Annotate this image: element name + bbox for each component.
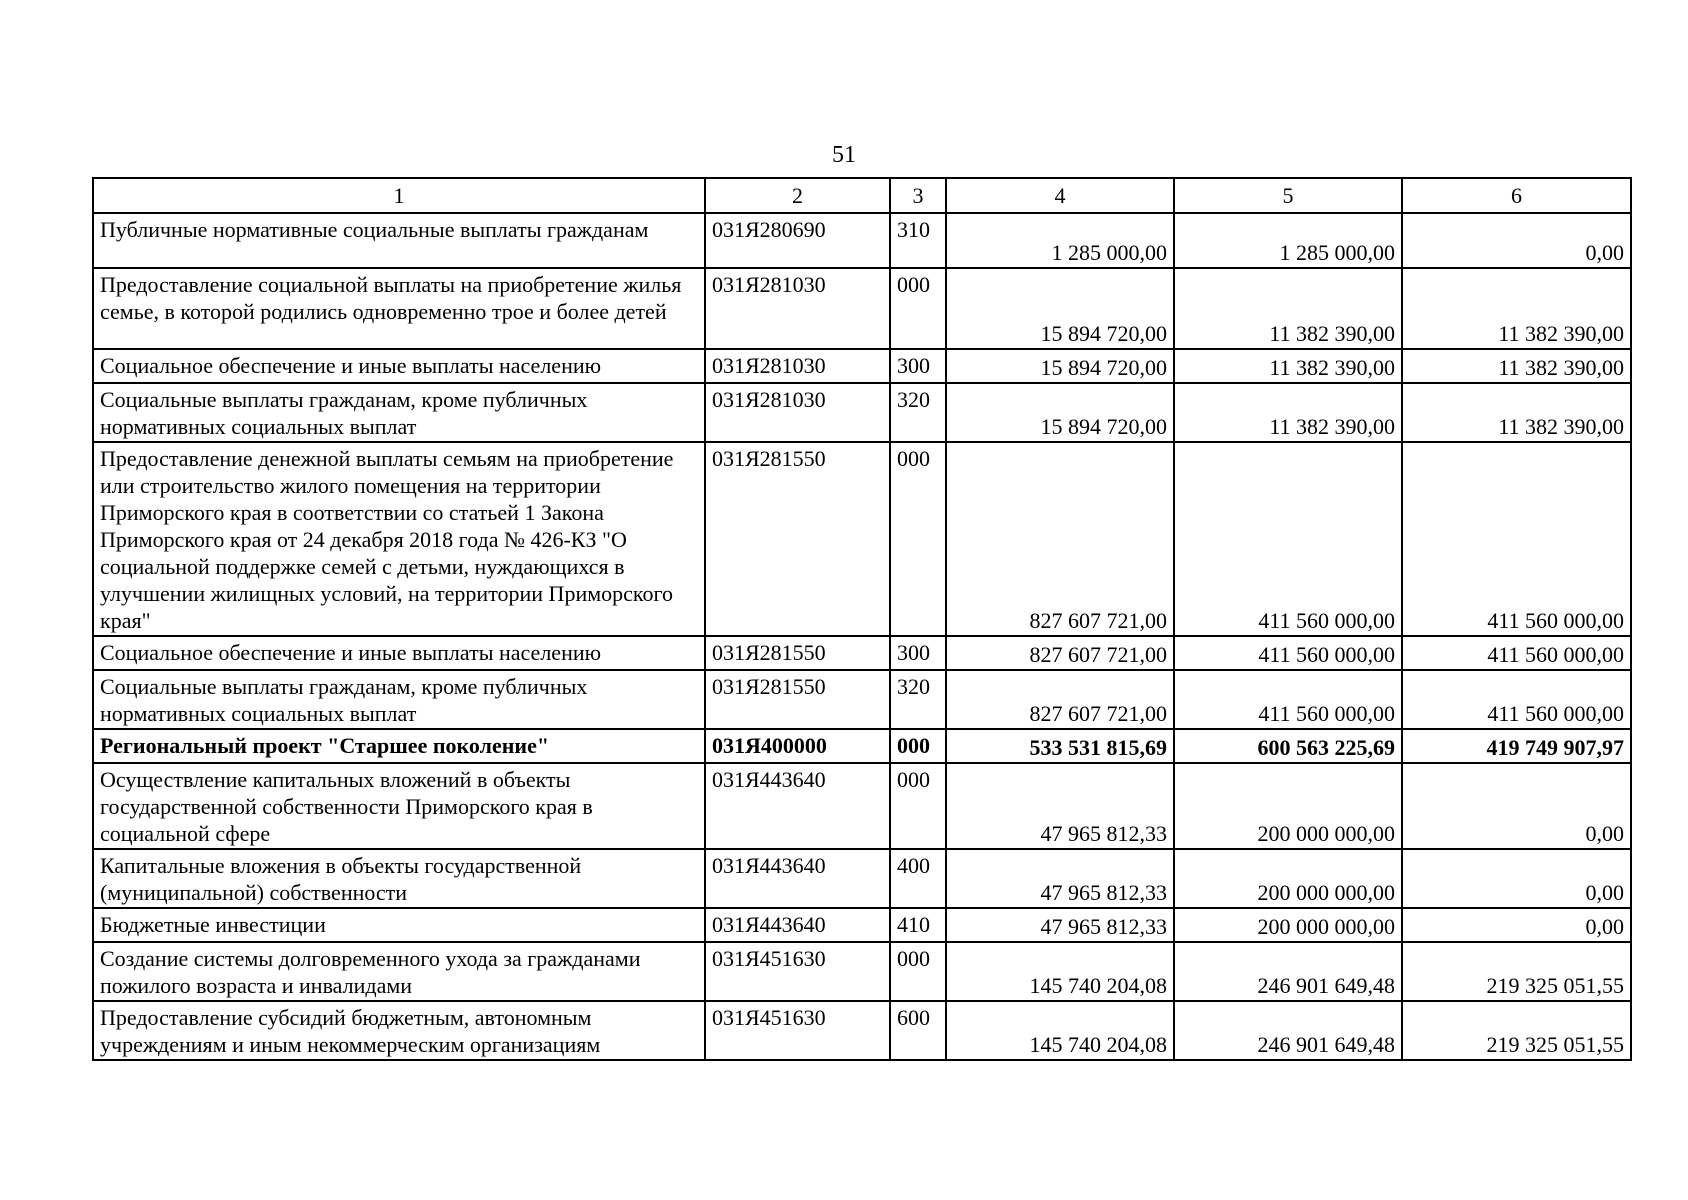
row-name-cell: Социальные выплаты гражданам, кроме публичных нормативных социальных выплат	[93, 383, 705, 442]
row-code-cell: 031Я451630	[705, 942, 890, 1001]
row-name-cell: Публичные нормативные социальные выплаты гражданам	[93, 213, 705, 268]
row-name-cell: Создание системы долговременного ухода за гражданами пожилого возраста и инвалидами	[93, 942, 705, 1001]
column-header: 4	[946, 178, 1174, 213]
row-code-cell: 031Я451630	[705, 1001, 890, 1060]
budget-table-body	[93, 178, 1631, 1060]
column-header: 3	[890, 178, 946, 213]
row-amount-col4-cell: 827 607 721,00	[946, 442, 1174, 636]
table-row	[93, 908, 1631, 942]
row-expense-type-cell: 600	[890, 1001, 946, 1060]
row-code-cell: 031Я443640	[705, 763, 890, 849]
row-name-cell: Предоставление денежной выплаты семьям на приобретение или строительство жилого помещения на территории Приморского края в соответствии со статьей 1 Закона Приморского края от 24 декабря 2018 года № 426-КЗ "О социальной поддержке семей с детьми, нуждающихся в улучшении жилищных условий, на территории Приморского края"	[93, 442, 705, 636]
row-name-cell: Социальные выплаты гражданам, кроме публичных нормативных социальных выплат	[93, 670, 705, 729]
row-amount-col6-cell: 411 560 000,00	[1402, 636, 1631, 670]
row-expense-type-cell: 300	[890, 636, 946, 670]
table-row	[93, 213, 1631, 268]
row-amount-col4-cell: 533 531 815,69	[946, 729, 1174, 763]
table-row	[93, 849, 1631, 908]
row-code-cell: 031Я443640	[705, 849, 890, 908]
row-expense-type-cell: 410	[890, 908, 946, 942]
row-code-cell: 031Я400000	[705, 729, 890, 763]
row-code-cell: 031Я443640	[705, 908, 890, 942]
row-expense-type-cell: 000	[890, 442, 946, 636]
column-header: 2	[705, 178, 890, 213]
row-expense-type-cell: 300	[890, 349, 946, 383]
table-row	[93, 383, 1631, 442]
row-amount-col4-cell: 15 894 720,00	[946, 383, 1174, 442]
row-amount-col6-cell: 411 560 000,00	[1402, 442, 1631, 636]
row-amount-col4-cell: 47 965 812,33	[946, 849, 1174, 908]
row-amount-col5-cell: 246 901 649,48	[1174, 942, 1402, 1001]
row-expense-type-cell: 400	[890, 849, 946, 908]
budget-table	[92, 177, 1632, 1061]
row-expense-type-cell: 320	[890, 670, 946, 729]
row-amount-col5-cell: 200 000 000,00	[1174, 908, 1402, 942]
row-amount-col5-cell: 200 000 000,00	[1174, 763, 1402, 849]
row-amount-col6-cell: 419 749 907,97	[1402, 729, 1631, 763]
row-name-cell: Капитальные вложения в объекты государственной (муниципальной) собственности	[93, 849, 705, 908]
row-expense-type-cell: 000	[890, 729, 946, 763]
row-code-cell: 031Я281030	[705, 268, 890, 349]
row-amount-col4-cell: 15 894 720,00	[946, 349, 1174, 383]
row-amount-col5-cell: 1 285 000,00	[1174, 213, 1402, 268]
row-expense-type-cell: 000	[890, 268, 946, 349]
table-row	[93, 763, 1631, 849]
row-amount-col5-cell: 246 901 649,48	[1174, 1001, 1402, 1060]
table-row	[93, 442, 1631, 636]
row-amount-col4-cell: 827 607 721,00	[946, 670, 1174, 729]
row-name-cell: Социальное обеспечение и иные выплаты населению	[93, 349, 705, 383]
row-expense-type-cell: 320	[890, 383, 946, 442]
row-amount-col4-cell: 47 965 812,33	[946, 908, 1174, 942]
row-amount-col6-cell: 11 382 390,00	[1402, 268, 1631, 349]
row-amount-col5-cell: 411 560 000,00	[1174, 670, 1402, 729]
row-code-cell: 031Я281030	[705, 383, 890, 442]
column-header: 6	[1402, 178, 1631, 213]
row-amount-col6-cell: 0,00	[1402, 213, 1631, 268]
table-row	[93, 268, 1631, 349]
row-amount-col4-cell: 1 285 000,00	[946, 213, 1174, 268]
row-amount-col5-cell: 411 560 000,00	[1174, 442, 1402, 636]
row-code-cell: 031Я281550	[705, 636, 890, 670]
row-name-cell: Региональный проект "Старшее поколение"	[93, 729, 705, 763]
row-amount-col6-cell: 11 382 390,00	[1402, 383, 1631, 442]
row-amount-col6-cell: 0,00	[1402, 763, 1631, 849]
row-amount-col4-cell: 15 894 720,00	[946, 268, 1174, 349]
row-amount-col6-cell: 0,00	[1402, 908, 1631, 942]
table-row	[93, 1001, 1631, 1060]
row-amount-col6-cell: 219 325 051,55	[1402, 942, 1631, 1001]
row-amount-col4-cell: 47 965 812,33	[946, 763, 1174, 849]
row-name-cell: Осуществление капитальных вложений в объекты государственной собственности Приморского края в социальной сфере	[93, 763, 705, 849]
column-header: 5	[1174, 178, 1402, 213]
table-row	[93, 942, 1631, 1001]
row-amount-col5-cell: 11 382 390,00	[1174, 268, 1402, 349]
row-amount-col6-cell: 0,00	[1402, 849, 1631, 908]
row-amount-col5-cell: 11 382 390,00	[1174, 383, 1402, 442]
row-name-cell: Предоставление социальной выплаты на приобретение жилья семье, в которой родились одновременно трое и более детей	[93, 268, 705, 349]
row-amount-col5-cell: 200 000 000,00	[1174, 849, 1402, 908]
row-amount-col6-cell: 11 382 390,00	[1402, 349, 1631, 383]
row-amount-col6-cell: 219 325 051,55	[1402, 1001, 1631, 1060]
row-code-cell: 031Я281550	[705, 670, 890, 729]
row-amount-col5-cell: 600 563 225,69	[1174, 729, 1402, 763]
row-amount-col5-cell: 411 560 000,00	[1174, 636, 1402, 670]
row-name-cell: Бюджетные инвестиции	[93, 908, 705, 942]
column-header: 1	[93, 178, 705, 213]
row-code-cell: 031Я281550	[705, 442, 890, 636]
row-expense-type-cell: 310	[890, 213, 946, 268]
row-code-cell: 031Я281030	[705, 349, 890, 383]
page-number: 51	[832, 142, 856, 168]
table-row	[93, 670, 1631, 729]
row-name-cell: Социальное обеспечение и иные выплаты населению	[93, 636, 705, 670]
row-amount-col4-cell: 827 607 721,00	[946, 636, 1174, 670]
row-amount-col6-cell: 411 560 000,00	[1402, 670, 1631, 729]
table-row	[93, 636, 1631, 670]
row-expense-type-cell: 000	[890, 763, 946, 849]
row-amount-col4-cell: 145 740 204,08	[946, 942, 1174, 1001]
row-code-cell: 031Я280690	[705, 213, 890, 268]
table-row	[93, 349, 1631, 383]
row-expense-type-cell: 000	[890, 942, 946, 1001]
row-name-cell: Предоставление субсидий бюджетным, автономным учреждениям и иным некоммерческим организациям	[93, 1001, 705, 1060]
row-amount-col5-cell: 11 382 390,00	[1174, 349, 1402, 383]
row-amount-col4-cell: 145 740 204,08	[946, 1001, 1174, 1060]
table-row	[93, 729, 1631, 763]
table-header-row	[93, 178, 1631, 213]
